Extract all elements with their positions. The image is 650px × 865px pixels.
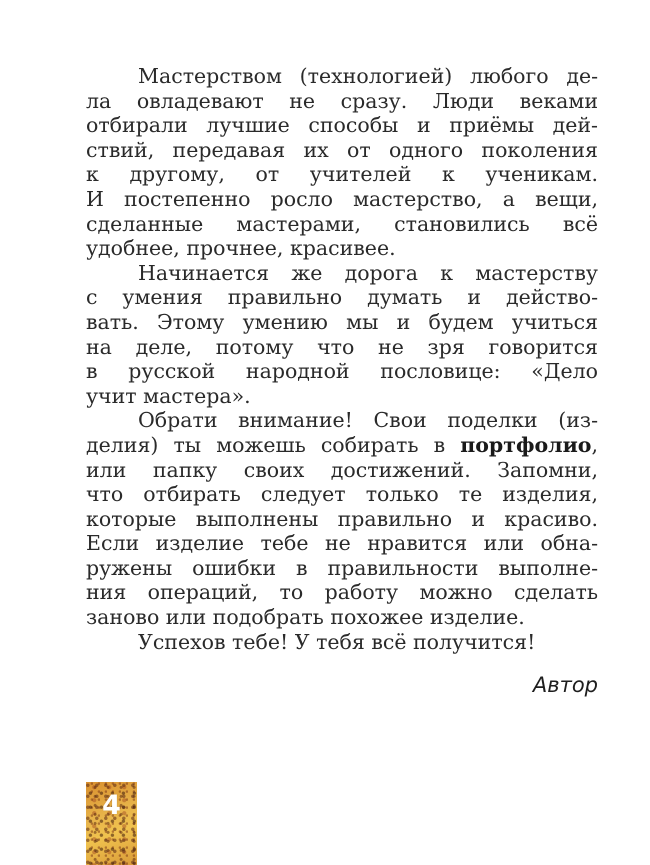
text-line: учит мастера». bbox=[86, 383, 251, 408]
body-text bbox=[86, 64, 598, 654]
text-line: Начинается же дорога к мастерству bbox=[138, 260, 598, 285]
text-line: что отбирать следует только те изделия, bbox=[86, 482, 598, 507]
text-line: сделанные мастерами, становились всё bbox=[86, 211, 598, 236]
text-line: ружены ошибки в правильности выполне- bbox=[86, 555, 598, 580]
text-fragment: делия) ты можешь собирать в bbox=[86, 432, 461, 457]
page-number-tile bbox=[86, 782, 137, 865]
paragraph-1 bbox=[86, 64, 598, 261]
text-line: или папку своих достижений. Запомни, bbox=[86, 457, 598, 482]
text-line: Успехов тебе! У тебя всё получится! bbox=[138, 629, 536, 654]
text-line: Если изделие тебе не нравится или обна- bbox=[86, 531, 598, 556]
text-line: с умения правильно думать и действо- bbox=[86, 285, 598, 310]
text-line: вать. Этому умению мы и будем учиться bbox=[86, 309, 598, 334]
text-line bbox=[86, 433, 598, 458]
text-fragment: , bbox=[591, 432, 598, 457]
text-line: которые выполнены правильно и красиво. bbox=[86, 506, 598, 531]
text-line: ла овладевают не сразу. Люди веками bbox=[86, 88, 598, 113]
text-line: к другому, от учителей к ученикам. bbox=[86, 162, 598, 187]
text-line: ния операций, то работу можно сделать bbox=[86, 580, 598, 605]
text-line: удобнее, прочнее, красивее. bbox=[86, 236, 396, 261]
paragraph-3 bbox=[86, 408, 598, 629]
text-line: отбирали лучшие способы и приёмы дей- bbox=[86, 113, 598, 138]
text-line: в русской народной пословице: «Дело bbox=[86, 359, 598, 384]
text-line: И постепенно росло мастерство, а вещи, bbox=[86, 186, 598, 211]
text-line: Обрати внимание! Свои поделки (из- bbox=[138, 408, 598, 433]
paragraph-2 bbox=[86, 261, 598, 409]
text-line: Мастерством (технологией) любого де- bbox=[138, 64, 598, 88]
author-signature: Автор bbox=[532, 673, 598, 697]
text-line: заново или подобрать похожее изделие. bbox=[86, 605, 525, 630]
text-line: на деле, потому что не зря говорится bbox=[86, 334, 598, 359]
text-line: ствий, передавая их от одного поколения bbox=[86, 137, 598, 162]
page-number: 4 bbox=[102, 790, 121, 821]
paragraph-4 bbox=[86, 630, 598, 655]
bold-term-portfolio: портфолио bbox=[460, 432, 592, 457]
